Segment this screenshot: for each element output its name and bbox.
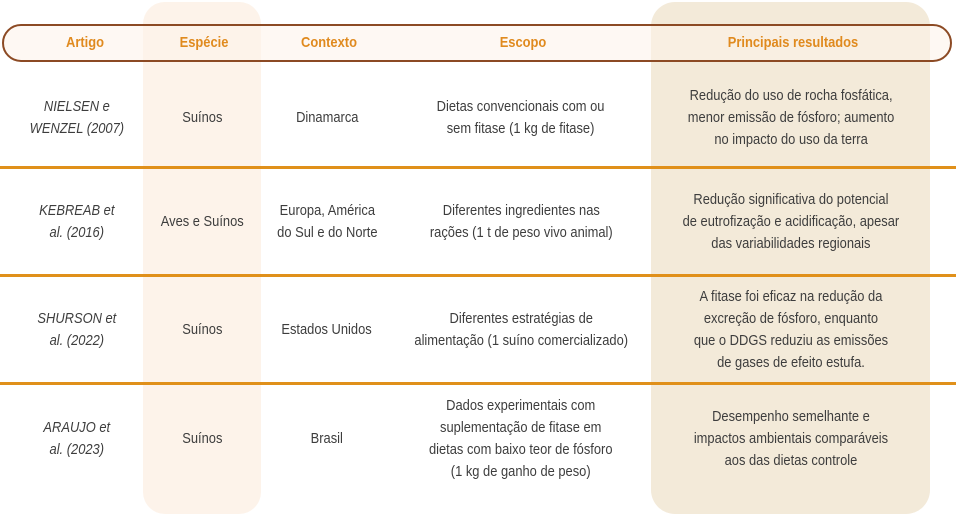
row-divider (0, 166, 956, 169)
cell-line: ARAUJO et (43, 419, 111, 436)
cell-line: Dados experimentais com (446, 397, 596, 414)
table-row-1-contexto (262, 70, 392, 166)
cell-line: Redução do uso de rocha fosfática, (689, 87, 893, 104)
table-row-2-resultados (652, 170, 930, 274)
cell-line: A fitase foi eficaz na redução da (699, 288, 883, 305)
header-contexto: Contexto (301, 34, 357, 51)
row-divider (0, 382, 956, 385)
table-row-1-artigo (14, 70, 140, 166)
table-row-2-especie (143, 170, 261, 274)
cell-line: WENZEL (2007) (29, 120, 125, 137)
cell-line: Brasil (310, 430, 344, 447)
header-artigo: Artigo (65, 34, 104, 51)
table-row-1-especie (143, 70, 261, 166)
cell-line: KEBREAB et (39, 202, 115, 219)
cell-line: dietas com baixo teor de fósforo (429, 441, 613, 458)
cell-line: excreção de fósforo, enquanto (703, 310, 879, 327)
cell-line: Suínos (181, 109, 223, 126)
cell-line: Redução significativa do potencial (693, 191, 889, 208)
cell-line: al. (2023) (49, 441, 105, 458)
cell-line: NIELSEN e (44, 98, 110, 115)
cell-line: Estados Unidos (281, 321, 373, 338)
header-escopo: Escopo (499, 34, 547, 51)
table-row-4-escopo (392, 386, 650, 492)
table-row-4-resultados (652, 386, 930, 492)
cell-line: do Sul e do Norte (276, 224, 378, 241)
cell-line: aos das dietas controle (724, 452, 858, 469)
table-row-1-escopo (392, 70, 650, 166)
table-row-4-artigo (14, 386, 140, 492)
table-header (2, 24, 952, 62)
table-row-2-escopo (392, 170, 650, 274)
cell-line: al. (2016) (49, 224, 105, 241)
cell-line: menor emissão de fósforo; aumento (687, 109, 895, 126)
table-row-3-contexto (262, 278, 392, 382)
row-divider (0, 274, 956, 277)
cell-line: que o DDGS reduziu as emissões (693, 332, 889, 349)
cell-line: al. (2022) (49, 332, 105, 349)
table-row-3-artigo (14, 278, 140, 382)
cell-line: Europa, América (279, 202, 375, 219)
cell-line: rações (1 t de peso vivo animal) (429, 224, 613, 241)
cell-line: Diferentes ingredientes nas (442, 202, 600, 219)
table-row-4-especie (143, 386, 261, 492)
cell-line: impactos ambientais comparáveis (693, 430, 889, 447)
cell-line: das variabilidades regionais (711, 235, 871, 252)
cell-line: de gases de efeito estufa. (717, 354, 865, 371)
cell-line: (1 kg de ganho de peso) (451, 463, 591, 480)
table-row-3-escopo (392, 278, 650, 382)
table-row-3-especie (143, 278, 261, 382)
cell-line: no impacto do uso da terra (714, 131, 868, 148)
cell-line: sem fitase (1 kg de fitase) (447, 120, 595, 137)
cell-line: de eutrofização e acidificação, apesar (682, 213, 900, 230)
cell-line: Dinamarca (295, 109, 359, 126)
cell-line: SHURSON et (37, 310, 117, 327)
header-especie: Espécie (179, 34, 229, 51)
cell-line: Dietas convencionais com ou (437, 98, 605, 115)
header-resultados: Principais resultados (727, 34, 859, 51)
table-row-2-contexto (262, 170, 392, 274)
table-row-3-resultados (652, 278, 930, 382)
cell-line: Suínos (181, 430, 223, 447)
cell-line: Diferentes estratégias de (449, 310, 593, 327)
cell-line: alimentação (1 suíno comercializado) (414, 332, 628, 349)
cell-line: Aves e Suínos (160, 213, 244, 230)
table-row-1-resultados (652, 70, 930, 166)
cell-line: Suínos (181, 321, 223, 338)
table-row-4-contexto (262, 386, 392, 492)
cell-line: suplementação de fitase em (440, 419, 602, 436)
cell-line: Desempenho semelhante e (712, 408, 870, 425)
table-row-2-artigo (14, 170, 140, 274)
